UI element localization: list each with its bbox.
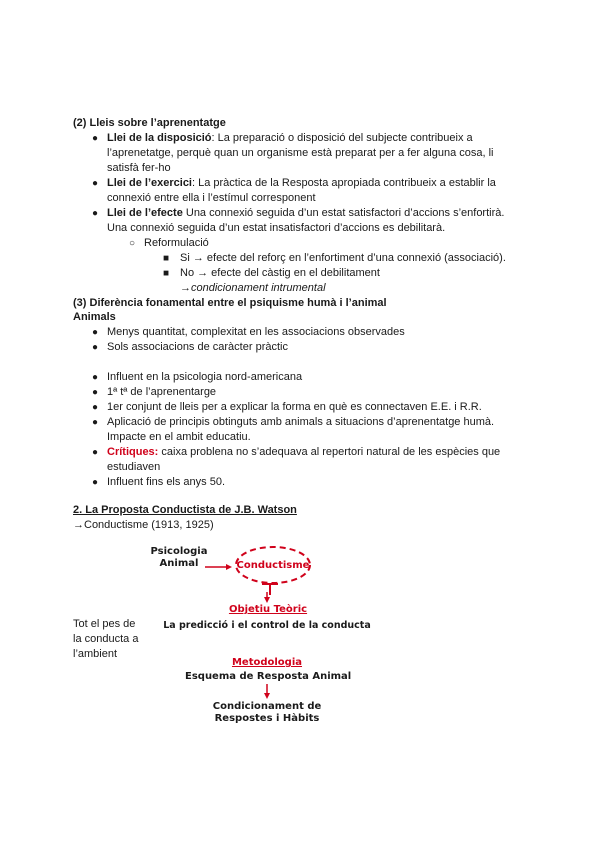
arrow-head-right-icon — [226, 564, 232, 570]
critiques-text: caixa problena no s’adequava al repertori natural de les espècies que — [158, 446, 501, 458]
bullet-icon: ● — [92, 387, 99, 398]
bullet-icon: ● — [92, 208, 99, 219]
list-item-fins: Influent fins els anys 50. — [107, 476, 226, 488]
diagram-metodologia: Metodologia — [231, 657, 303, 668]
bullet-icon: ● — [92, 477, 99, 488]
bullet-icon: ● — [92, 402, 99, 413]
diagram-prediccio: La predicció i el control de la conducta — [163, 620, 371, 631]
list-item-aplicacio: Aplicació de principis obtinguts amb animals a situacions d’aprenentatge humà. — [107, 416, 495, 428]
section-heading-watson: 2. La Proposta Conductista de J.B. Watson — [73, 504, 297, 516]
law-efecte-text-2: Una connexió seguida d’un estat insatisfactori d’accions es debilitarà. — [107, 222, 446, 234]
side-note-3: l’ambient — [73, 648, 118, 660]
reformulacio-label: Reformulació — [144, 237, 209, 249]
diagram-condicionament-2: Respostes i Hàbits — [214, 713, 320, 724]
hollow-bullet-icon: ○ — [129, 238, 136, 249]
bullet-icon: ● — [92, 342, 99, 353]
critiques-term: Crítiques: — [107, 446, 159, 458]
list-item-animals-2: Sols associacions de caràcter pràctic — [107, 341, 288, 353]
list-item-aplicacio-2: Impacte en el ambit educatiu. — [107, 431, 251, 443]
bullet-icon: ● — [92, 447, 99, 458]
arrow-head-down-icon — [264, 693, 270, 699]
law-efecte-term: Llei de l’efecte — [107, 207, 183, 219]
law-disposicio-text-2: l’aprenetatge, perquè quan un organisme està preparat per a fer alguna cosa, li — [107, 147, 494, 159]
list-item-lleis: 1er conjunt de lleis per a explicar la forma en què es connectaven E.E. i R.R. — [107, 401, 482, 413]
bullet-icon: ● — [92, 372, 99, 383]
arrow-head-down-icon — [264, 597, 270, 603]
side-note-1: Tot el pes de — [73, 618, 136, 630]
section-heading-diferencia: (3) Diferència fonamental entre el psiquisme humà i l’animal — [73, 297, 387, 309]
diagram-condicionament-1: Condicionament de — [212, 701, 322, 712]
law-efecte-text: Una connexió seguida d’un estat satisfactori d’accions s’enfortirà. — [182, 207, 505, 219]
subheading-animals: Animals — [73, 311, 116, 323]
law-exercici-term: Llei de l’exercici — [107, 177, 192, 189]
reform-no: No → efecte del càstig en el debilitament — [180, 267, 380, 279]
law-disposicio-text-3: satisfà fer-ho — [107, 162, 171, 174]
side-note-2: la conducta a — [73, 633, 139, 645]
reform-si: Si → efecte del reforç en l’enfortiment d’una connexió (associació). — [180, 252, 506, 264]
reform-condicionament: →condicionament intrumental — [180, 282, 326, 294]
list-item-tt: 1ª tª de l’aprenentarge — [107, 386, 217, 398]
square-bullet-icon: ■ — [163, 268, 170, 279]
list-item-animals-1: Menys quantitat, complexitat en les associacions observades — [107, 326, 405, 338]
diagram-conductisme: Conductisme — [236, 560, 310, 571]
diagram-psicologia-1: Psicologia — [150, 546, 208, 557]
law-exercici-text-2: connexió entre ella i l’estímul corresponent — [107, 192, 316, 204]
diagram-psicologia-2: Animal — [159, 558, 199, 569]
diagram-objectiu: Objetiu Teòric — [228, 604, 308, 615]
bullet-icon: ● — [92, 133, 99, 144]
law-disposicio-term: Llei de la disposició — [107, 132, 212, 144]
diagram-esquema: Esquema de Resposta Animal — [185, 671, 352, 682]
bullet-icon: ● — [92, 327, 99, 338]
bullet-icon: ● — [92, 178, 99, 189]
section-heading-lleis: (2) Lleis sobre l’aprenentatge — [73, 117, 226, 129]
bullet-icon: ● — [92, 417, 99, 428]
square-bullet-icon: ■ — [163, 253, 170, 264]
list-item-critiques-2: estudiaven — [107, 461, 161, 473]
list-item-influent: Influent en la psicologia nord-americana — [107, 371, 303, 383]
conductisme-dates: →Conductisme (1913, 1925) — [73, 519, 214, 531]
law-exercici-text: : La pràctica de la Resposta apropiada contribueix a establir la — [192, 177, 496, 189]
law-disposicio-text: : La preparació o disposició del subjecte contribueix a — [211, 132, 473, 144]
